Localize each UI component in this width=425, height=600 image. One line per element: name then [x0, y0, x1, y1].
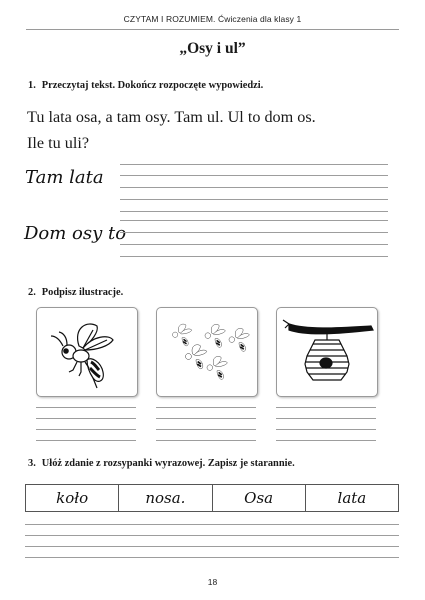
task-1-number: 1. — [28, 80, 36, 91]
answer-line[interactable] — [25, 524, 399, 525]
task-3-number: 3. — [28, 458, 36, 469]
answer-line[interactable] — [25, 557, 399, 558]
task-3-text: Ułóż zdanie z rozsypanki wyrazowej. Zapisz je starannie. — [41, 458, 295, 469]
label-line[interactable] — [36, 407, 136, 408]
writing-line[interactable] — [120, 211, 388, 212]
word-scramble-table — [25, 484, 399, 512]
answer-line[interactable] — [25, 546, 399, 547]
task-1-text: Przeczytaj tekst. Dokończ rozpoczęte wypowiedzi. — [41, 80, 264, 91]
scramble-word: Osa — [213, 485, 306, 511]
label-line[interactable] — [156, 407, 256, 408]
header-divider — [26, 29, 399, 30]
task-2-text: Podpisz ilustracje. — [41, 287, 124, 298]
scramble-word: nosa. — [119, 485, 212, 511]
label-line[interactable] — [156, 429, 256, 430]
label-line[interactable] — [276, 418, 376, 419]
label-line[interactable] — [276, 429, 376, 430]
task-2-number: 2. — [28, 287, 36, 298]
page-number: 18 — [207, 577, 218, 587]
writing-line[interactable] — [120, 164, 388, 165]
task-3-instruction — [28, 458, 295, 469]
reading-passage — [27, 104, 400, 156]
writing-line[interactable] — [120, 175, 388, 176]
writing-line[interactable] — [120, 256, 388, 257]
writing-line[interactable] — [120, 187, 388, 188]
label-line[interactable] — [36, 440, 136, 441]
label-line[interactable] — [156, 418, 256, 419]
label-line[interactable] — [276, 440, 376, 441]
sentence-start-2: Dom osy to — [24, 223, 127, 244]
label-line[interactable] — [276, 407, 376, 408]
label-line[interactable] — [156, 440, 256, 441]
swarm-of-wasps-icon — [157, 308, 257, 396]
writing-line[interactable] — [120, 232, 388, 233]
task-2-instruction — [28, 287, 123, 298]
book-header: CZYTAM I ROZUMIEM. Ćwiczenia dla klasy 1 — [123, 14, 302, 24]
writing-line[interactable] — [120, 220, 388, 221]
writing-line[interactable] — [120, 199, 388, 200]
label-line[interactable] — [36, 429, 136, 430]
illustration-beehive — [276, 307, 378, 397]
page-title: „Osy i ul” — [179, 40, 246, 57]
illustration-wasp — [36, 307, 138, 397]
writing-line[interactable] — [120, 244, 388, 245]
scramble-word: koło — [26, 485, 119, 511]
scramble-word: lata — [337, 489, 367, 507]
illustration-wasps — [156, 307, 258, 397]
task-1-instruction — [28, 80, 263, 91]
reading-line-1: Tu lata osa, a tam osy. Tam ul. Ul to dom os. — [27, 108, 316, 126]
hanging-beehive-icon — [277, 308, 377, 396]
reading-line-2: Ile tu uli? — [27, 134, 90, 152]
label-line[interactable] — [36, 418, 136, 419]
wasp-icon — [37, 308, 137, 396]
sentence-start-1: Tam lata — [25, 167, 104, 188]
answer-line[interactable] — [25, 535, 399, 536]
